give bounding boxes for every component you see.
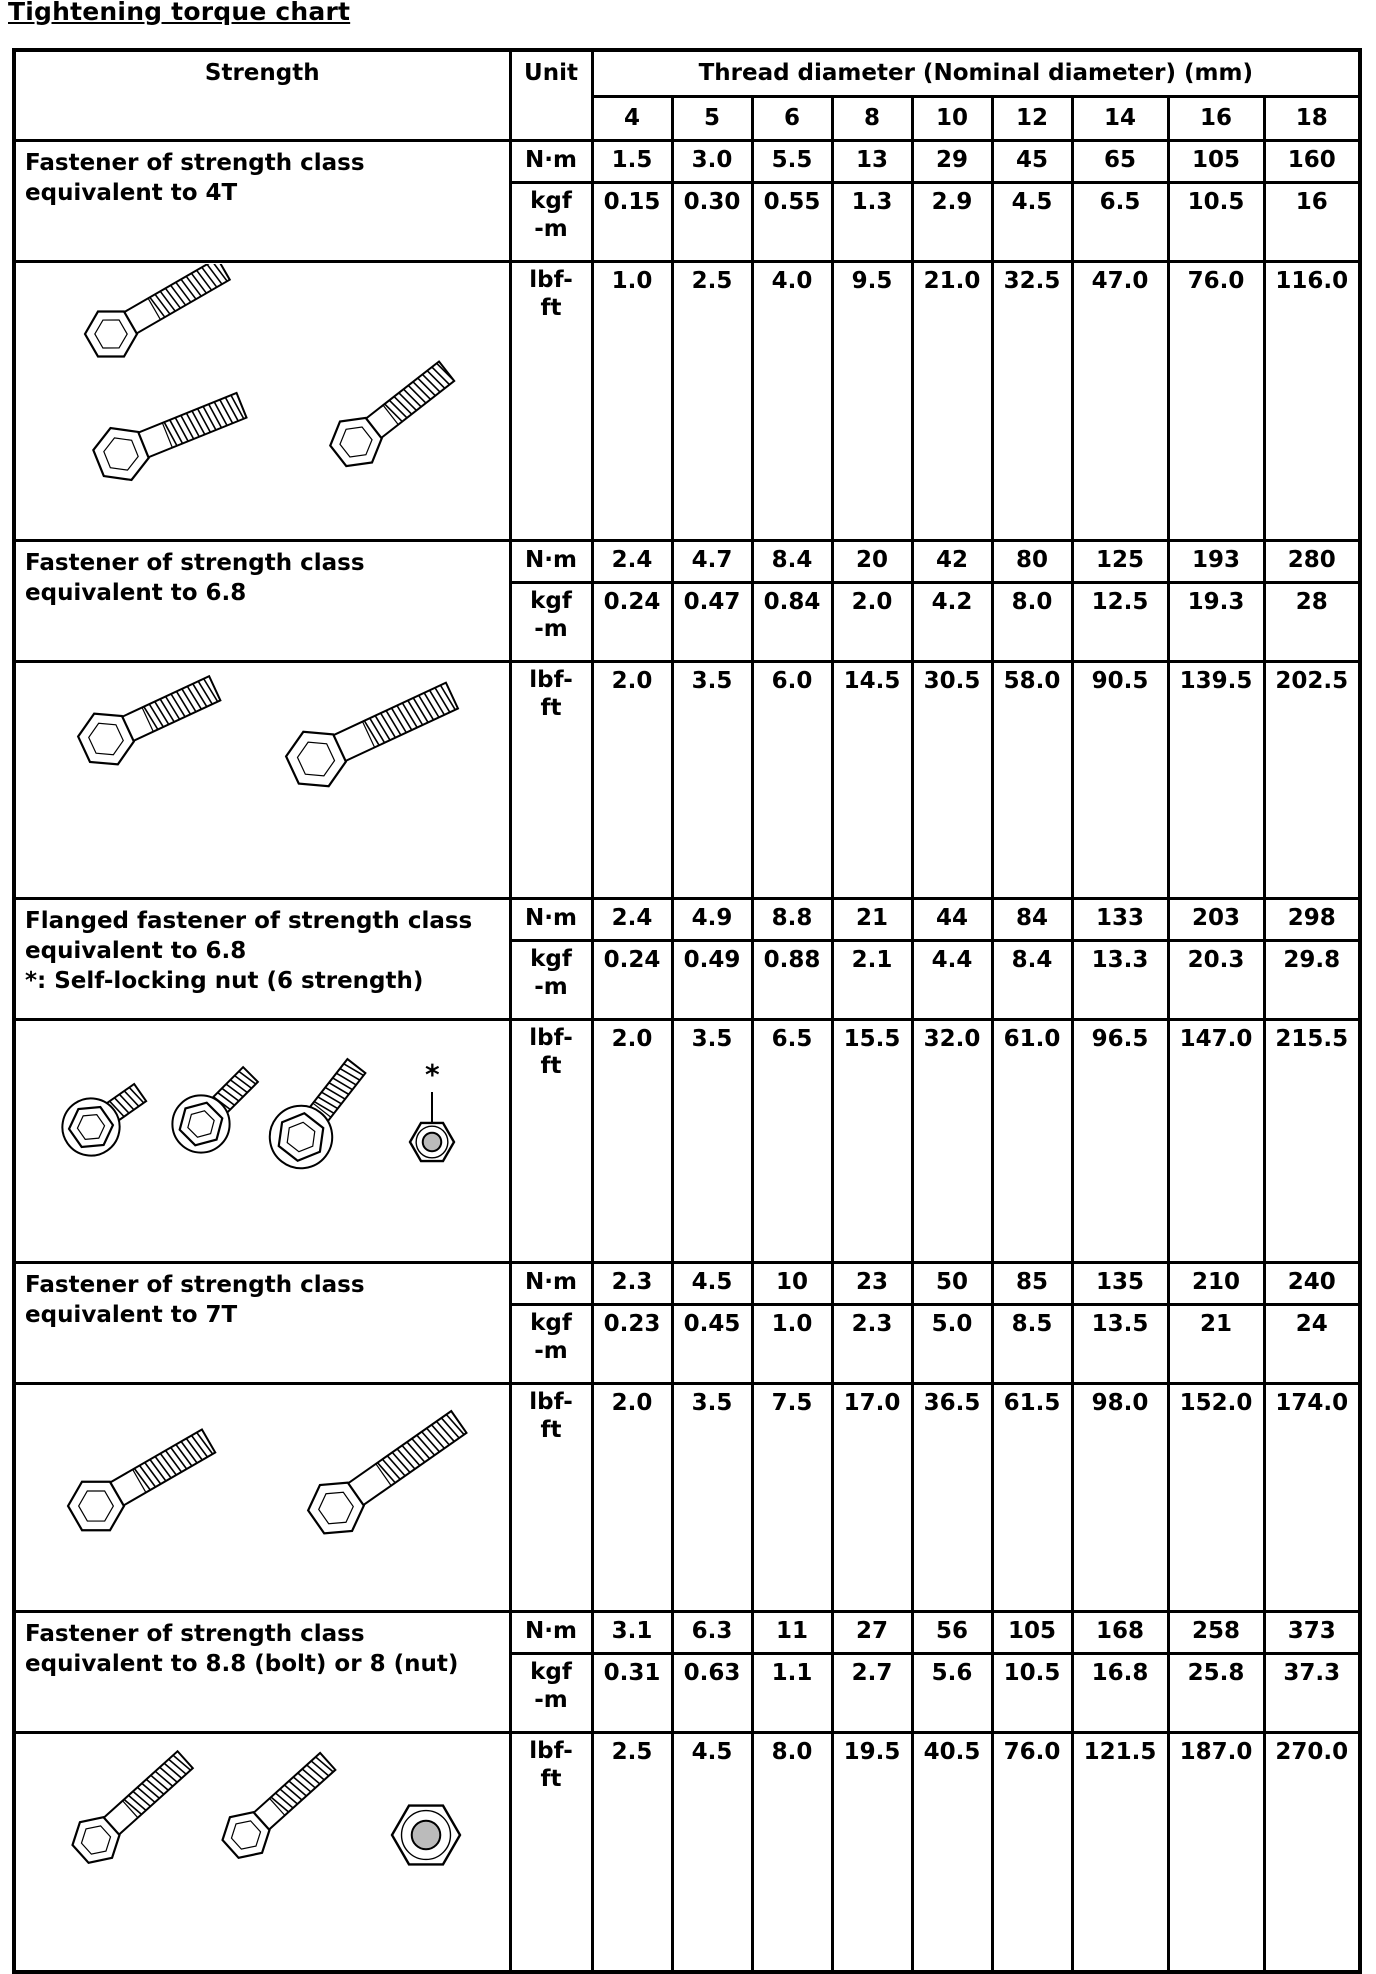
unit-cell — [510, 140, 592, 182]
unit-header: Unit — [510, 50, 592, 140]
torque-value: 121.5 — [1072, 1732, 1168, 1972]
torque-value: 0.45 — [672, 1304, 752, 1383]
torque-value: 2.7 — [832, 1653, 912, 1732]
unit-label: kgf-m — [530, 187, 572, 242]
nut-icon — [410, 1123, 454, 1161]
unit-label: lbf-ft — [529, 266, 573, 321]
diameter-4: 4 — [592, 96, 672, 140]
unit-cell — [510, 940, 592, 1019]
strength-cell-6-8 — [14, 540, 510, 661]
torque-value: 10 — [752, 1262, 832, 1304]
strength-text: *: Self-locking nut (6 strength) — [25, 967, 424, 994]
torque-value: 12.5 — [1072, 582, 1168, 661]
torque-value: 1.5 — [592, 140, 672, 182]
unit-cell — [510, 1383, 592, 1611]
torque-value: 2.3 — [592, 1262, 672, 1304]
torque-value: 85 — [992, 1262, 1072, 1304]
bolt-icon — [79, 264, 237, 368]
torque-value: 58.0 — [992, 661, 1072, 898]
torque-value: 44 — [912, 898, 992, 940]
illustration-cell — [14, 261, 510, 540]
thread-diameter-header: Thread diameter (Nominal diameter) (mm) — [592, 50, 1360, 96]
torque-value: 45 — [992, 140, 1072, 182]
strength-cell-7T — [14, 1262, 510, 1383]
table-row — [14, 661, 1360, 898]
bolt-icon — [161, 1054, 271, 1164]
torque-value: 32.5 — [992, 261, 1072, 540]
torque-value: 23 — [832, 1262, 912, 1304]
table-row — [14, 540, 1360, 582]
torque-value: 16 — [1264, 182, 1360, 261]
unit-cell — [510, 1019, 592, 1262]
nut-icon — [392, 1805, 460, 1864]
torque-value: 61.0 — [992, 1019, 1072, 1262]
torque-value: 6.0 — [752, 661, 832, 898]
diameter-14: 14 — [1072, 96, 1168, 140]
table-row — [14, 1611, 1360, 1653]
strength-text: equivalent to 6.8 — [25, 937, 247, 964]
unit-label: N·m — [525, 1617, 577, 1644]
unit-cell — [510, 540, 592, 582]
torque-value: 2.5 — [592, 1732, 672, 1972]
unit-cell — [510, 898, 592, 940]
torque-value: 32.0 — [912, 1019, 992, 1262]
torque-value: 50 — [912, 1262, 992, 1304]
torque-value: 4.5 — [672, 1262, 752, 1304]
torque-value: 193 — [1168, 540, 1264, 582]
diameter-16: 16 — [1168, 96, 1264, 140]
torque-value: 36.5 — [912, 1383, 992, 1611]
unit-cell — [510, 1262, 592, 1304]
diameter-6: 6 — [752, 96, 832, 140]
bolt-icon — [257, 1047, 381, 1181]
torque-value: 9.5 — [832, 261, 912, 540]
bolt-icon — [64, 1742, 201, 1872]
torque-value: 1.1 — [752, 1653, 832, 1732]
bolt-icon — [61, 1417, 223, 1543]
torque-value: 20 — [832, 540, 912, 582]
torque-value: 28 — [1264, 582, 1360, 661]
strength-text: Fastener of strength class — [25, 1271, 365, 1298]
torque-value: 19.5 — [832, 1732, 912, 1972]
torque-value: 0.84 — [752, 582, 832, 661]
torque-value: 8.8 — [752, 898, 832, 940]
table-row — [14, 1732, 1360, 1972]
torque-value: 47.0 — [1072, 261, 1168, 540]
unit-cell — [510, 1611, 592, 1653]
torque-value: 42 — [912, 540, 992, 582]
torque-value: 37.3 — [1264, 1653, 1360, 1732]
torque-value: 98.0 — [1072, 1383, 1168, 1611]
table-row — [14, 898, 1360, 940]
bolt-icon — [322, 351, 462, 477]
torque-value: 0.49 — [672, 940, 752, 1019]
fastener-illustration — [16, 1735, 506, 1969]
torque-value: 4.2 — [912, 582, 992, 661]
unit-cell — [510, 1304, 592, 1383]
diameter-10: 10 — [912, 96, 992, 140]
unit-label: N·m — [525, 146, 577, 173]
torque-value: 203 — [1168, 898, 1264, 940]
torque-value: 133 — [1072, 898, 1168, 940]
torque-value: 15.5 — [832, 1019, 912, 1262]
torque-value: 0.55 — [752, 182, 832, 261]
torque-value: 90.5 — [1072, 661, 1168, 898]
torque-value: 215.5 — [1264, 1019, 1360, 1262]
torque-value: 3.0 — [672, 140, 752, 182]
strength-text: Fastener of strength class — [25, 149, 365, 176]
torque-value: 4.9 — [672, 898, 752, 940]
torque-value: 152.0 — [1168, 1383, 1264, 1611]
torque-value: 2.0 — [592, 1383, 672, 1611]
torque-value: 174.0 — [1264, 1383, 1360, 1611]
torque-value: 0.24 — [592, 940, 672, 1019]
torque-value: 76.0 — [1168, 261, 1264, 540]
bolt-icon — [51, 1069, 156, 1167]
fastener-illustration — [16, 664, 506, 895]
torque-value: 105 — [1168, 140, 1264, 182]
unit-label: kgf-m — [530, 587, 572, 642]
torque-value: 0.30 — [672, 182, 752, 261]
torque-value: 187.0 — [1168, 1732, 1264, 1972]
torque-value: 0.24 — [592, 582, 672, 661]
strength-cell-4T — [14, 140, 510, 261]
torque-value: 27 — [832, 1611, 912, 1653]
torque-value: 76.0 — [992, 1732, 1072, 1972]
torque-value: 21 — [1168, 1304, 1264, 1383]
torque-value: 298 — [1264, 898, 1360, 940]
torque-value: 84 — [992, 898, 1072, 940]
torque-value: 6.5 — [752, 1019, 832, 1262]
strength-cell-8-8 — [14, 1611, 510, 1732]
unit-label: N·m — [525, 904, 577, 931]
torque-value: 240 — [1264, 1262, 1360, 1304]
table-row — [14, 1262, 1360, 1304]
bolt-icon — [72, 664, 226, 775]
strength-text: equivalent to 6.8 — [25, 579, 247, 606]
torque-value: 5.6 — [912, 1653, 992, 1732]
torque-value: 29 — [912, 140, 992, 182]
torque-value: 56 — [912, 1611, 992, 1653]
unit-cell — [510, 1653, 592, 1732]
unit-label: kgf-m — [530, 1309, 572, 1364]
unit-label: lbf-ft — [529, 1388, 573, 1443]
torque-value: 4.0 — [752, 261, 832, 540]
torque-value: 125 — [1072, 540, 1168, 582]
unit-label: N·m — [525, 1268, 577, 1295]
torque-value: 10.5 — [1168, 182, 1264, 261]
unit-label: N·m — [525, 546, 577, 573]
torque-value: 30.5 — [912, 661, 992, 898]
torque-value: 0.63 — [672, 1653, 752, 1732]
table-body — [14, 50, 1360, 1972]
illustration-cell — [14, 661, 510, 898]
diameter-18: 18 — [1264, 96, 1360, 140]
table-row — [14, 1383, 1360, 1611]
unit-cell — [510, 1732, 592, 1972]
torque-value: 5.5 — [752, 140, 832, 182]
torque-table — [12, 48, 1362, 1974]
bolt-icon — [88, 379, 252, 489]
torque-value: 61.5 — [992, 1383, 1072, 1611]
bolt-icon — [280, 668, 465, 797]
unit-cell — [510, 582, 592, 661]
diameter-12: 12 — [992, 96, 1072, 140]
torque-value: 3.5 — [672, 661, 752, 898]
torque-value: 10.5 — [992, 1653, 1072, 1732]
torque-value: 2.9 — [912, 182, 992, 261]
strength-text: Fastener of strength class — [25, 549, 365, 576]
torque-value: 2.4 — [592, 898, 672, 940]
torque-value: 14.5 — [832, 661, 912, 898]
torque-value: 13 — [832, 140, 912, 182]
table-row — [14, 261, 1360, 540]
torque-value: 65 — [1072, 140, 1168, 182]
torque-value: 4.5 — [992, 182, 1072, 261]
torque-value: 1.3 — [832, 182, 912, 261]
torque-value: 139.5 — [1168, 661, 1264, 898]
torque-value: 4.5 — [672, 1732, 752, 1972]
torque-value: 19.3 — [1168, 582, 1264, 661]
unit-label: kgf-m — [530, 1658, 572, 1713]
torque-value: 270.0 — [1264, 1732, 1360, 1972]
torque-value: 0.47 — [672, 582, 752, 661]
torque-value: 3.1 — [592, 1611, 672, 1653]
fastener-illustration — [16, 264, 506, 537]
torque-value: 5.0 — [912, 1304, 992, 1383]
strength-header: Strength — [14, 50, 510, 140]
torque-value: 2.0 — [592, 661, 672, 898]
torque-value: 13.3 — [1072, 940, 1168, 1019]
unit-label: lbf-ft — [529, 1024, 573, 1079]
bolt-icon — [214, 1743, 343, 1866]
torque-value: 147.0 — [1168, 1019, 1264, 1262]
table-row — [14, 1019, 1360, 1262]
torque-value: 2.0 — [832, 582, 912, 661]
strength-text: equivalent to 8.8 (bolt) or 8 (nut) — [25, 1650, 459, 1677]
unit-cell — [510, 182, 592, 261]
fastener-illustration — [16, 1386, 506, 1608]
torque-value: 80 — [992, 540, 1072, 582]
torque-value: 105 — [992, 1611, 1072, 1653]
torque-value: 16.8 — [1072, 1653, 1168, 1732]
bolt-icon — [300, 1399, 475, 1545]
torque-value: 2.1 — [832, 940, 912, 1019]
torque-value: 40.5 — [912, 1732, 992, 1972]
torque-value: 373 — [1264, 1611, 1360, 1653]
torque-value: 21 — [832, 898, 912, 940]
illustration-cell — [14, 1383, 510, 1611]
torque-value: 0.31 — [592, 1653, 672, 1732]
torque-value: 3.5 — [672, 1019, 752, 1262]
torque-value: 7.5 — [752, 1383, 832, 1611]
page-title: Tightening torque chart — [8, 0, 351, 26]
torque-value: 2.3 — [832, 1304, 912, 1383]
torque-value: 258 — [1168, 1611, 1264, 1653]
torque-value: 2.4 — [592, 540, 672, 582]
torque-value: 4.4 — [912, 940, 992, 1019]
fastener-illustration — [16, 1022, 506, 1259]
torque-value: 8.4 — [992, 940, 1072, 1019]
torque-value: 8.0 — [992, 582, 1072, 661]
torque-value: 0.88 — [752, 940, 832, 1019]
strength-text: Fastener of strength class — [25, 1620, 365, 1647]
torque-value: 6.5 — [1072, 182, 1168, 261]
unit-label: lbf-ft — [529, 1737, 573, 1792]
torque-value: 1.0 — [752, 1304, 832, 1383]
torque-value: 0.15 — [592, 182, 672, 261]
torque-value: 116.0 — [1264, 261, 1360, 540]
torque-value: 8.0 — [752, 1732, 832, 1972]
torque-value: 210 — [1168, 1262, 1264, 1304]
strength-cell-flanged-6-8 — [14, 898, 510, 1019]
header-row — [14, 50, 1360, 96]
torque-value: 8.5 — [992, 1304, 1072, 1383]
torque-value: 135 — [1072, 1262, 1168, 1304]
torque-value: 11 — [752, 1611, 832, 1653]
torque-value: 13.5 — [1072, 1304, 1168, 1383]
unit-label: kgf-m — [530, 945, 572, 1000]
torque-value: 8.4 — [752, 540, 832, 582]
torque-value: 25.8 — [1168, 1653, 1264, 1732]
diameter-8: 8 — [832, 96, 912, 140]
torque-value: 0.23 — [592, 1304, 672, 1383]
torque-value: 280 — [1264, 540, 1360, 582]
unit-cell — [510, 261, 592, 540]
illustration-cell — [14, 1019, 510, 1262]
torque-value: 21.0 — [912, 261, 992, 540]
torque-value: 6.3 — [672, 1611, 752, 1653]
torque-value: 24 — [1264, 1304, 1360, 1383]
torque-value: 29.8 — [1264, 940, 1360, 1019]
torque-value: 17.0 — [832, 1383, 912, 1611]
torque-value: 4.7 — [672, 540, 752, 582]
torque-value: 3.5 — [672, 1383, 752, 1611]
strength-text: equivalent to 4T — [25, 179, 238, 206]
illustration-cell — [14, 1732, 510, 1972]
unit-cell — [510, 661, 592, 898]
strength-text: equivalent to 7T — [25, 1301, 238, 1328]
torque-value: 160 — [1264, 140, 1360, 182]
torque-value: 2.5 — [672, 261, 752, 540]
torque-value: 1.0 — [592, 261, 672, 540]
asterisk-label: * — [425, 1058, 440, 1091]
strength-text: Flanged fastener of strength class — [25, 907, 473, 934]
torque-value: 2.0 — [592, 1019, 672, 1262]
unit-label: lbf-ft — [529, 666, 573, 721]
torque-value: 168 — [1072, 1611, 1168, 1653]
torque-value: 96.5 — [1072, 1019, 1168, 1262]
torque-value: 20.3 — [1168, 940, 1264, 1019]
diameter-5: 5 — [672, 96, 752, 140]
table-row — [14, 140, 1360, 182]
torque-value: 202.5 — [1264, 661, 1360, 898]
